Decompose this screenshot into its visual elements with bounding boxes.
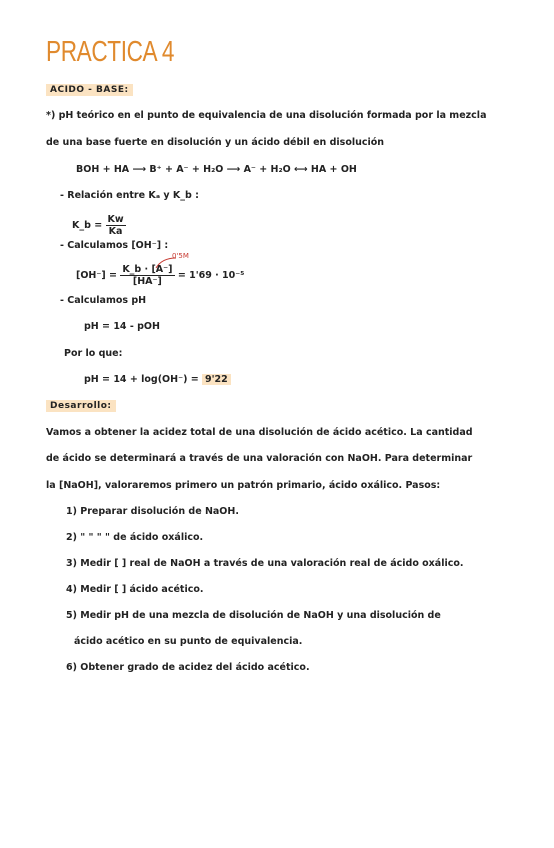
reaction-equation: BOH + HA ⟶ B⁺ + A⁻ + H₂O ⟶ A⁻ + H₂O ⟷ HA + OH: [76, 164, 357, 175]
por-lo-que-label: Por lo que:: [64, 348, 123, 359]
step-item: 5) Medir pH de una mezcla de disolución de NaOH y una disolución de: [66, 610, 441, 621]
step-item: 1) Preparar disolución de NaOH.: [66, 506, 239, 517]
calc-ph-label: - Calculamos pH: [60, 295, 147, 306]
intro-line-2: de una base fuerte en disolución y un ácido débil en disolución: [46, 137, 385, 148]
concentration-annotation: 0'5M: [172, 252, 189, 260]
kb-denominator: Ka: [108, 226, 123, 237]
paragraph-line-3: la [NaOH], valoraremos primero un patrón primario, ácido oxálico. Pasos:: [46, 480, 441, 491]
section-heading-acido-base: [46, 84, 133, 95]
step-item: 4) Medir [ ] ácido acético.: [66, 584, 204, 595]
ph-equation-1: pH = 14 - pOH: [84, 321, 160, 332]
calc-oh-label: - Calculamos [OH⁻] :: [60, 240, 169, 251]
page-title: PRACTICA 4: [46, 36, 175, 68]
intro-line-1: *) pH teórico en el punto de equivalencia de una disolución formada por la mezcla: [46, 110, 487, 121]
kb-fraction: [106, 214, 126, 237]
ph-final-result: 9'22: [202, 374, 231, 385]
oh-fraction: [120, 264, 174, 287]
paragraph-line-1: Vamos a obtener la acidez total de una disolución de ácido acético. La cantidad: [46, 427, 473, 438]
paragraph-line-2: de ácido se determinará a través de una valoración con NaOH. Para determinar: [46, 453, 473, 464]
step-item: 6) Obtener grado de acidez del ácido acético.: [66, 662, 310, 673]
kb-numerator: Kw: [107, 214, 124, 225]
oh-result: = 1'69 · 10⁻⁵: [177, 270, 245, 281]
oh-lhs: [OH⁻] =: [76, 270, 117, 281]
relation-label: - Relación entre Kₐ y K_b :: [60, 190, 199, 201]
kb-lhs: K_b =: [72, 220, 103, 231]
ph-equation-2-prefix: pH = 14 + log(OH⁻) =: [84, 374, 203, 385]
kb-equation: [72, 214, 126, 237]
step-item: 2) " " " " de ácido oxálico.: [66, 532, 204, 543]
oh-numerator: K_b · [A⁻]: [122, 264, 173, 275]
heading-text: ACIDO - BASE:: [46, 84, 133, 96]
step-item-continuation: ácido acético en su punto de equivalencia.: [74, 636, 303, 647]
oh-equation: [76, 264, 244, 287]
section-heading-desarrollo: [46, 400, 116, 411]
ph-equation-2: [84, 374, 231, 385]
heading-text: Desarrollo:: [46, 400, 116, 412]
step-item: 3) Medir [ ] real de NaOH a través de una valoración real de ácido oxálico.: [66, 558, 464, 569]
oh-denominator: [HA⁻]: [132, 276, 162, 287]
